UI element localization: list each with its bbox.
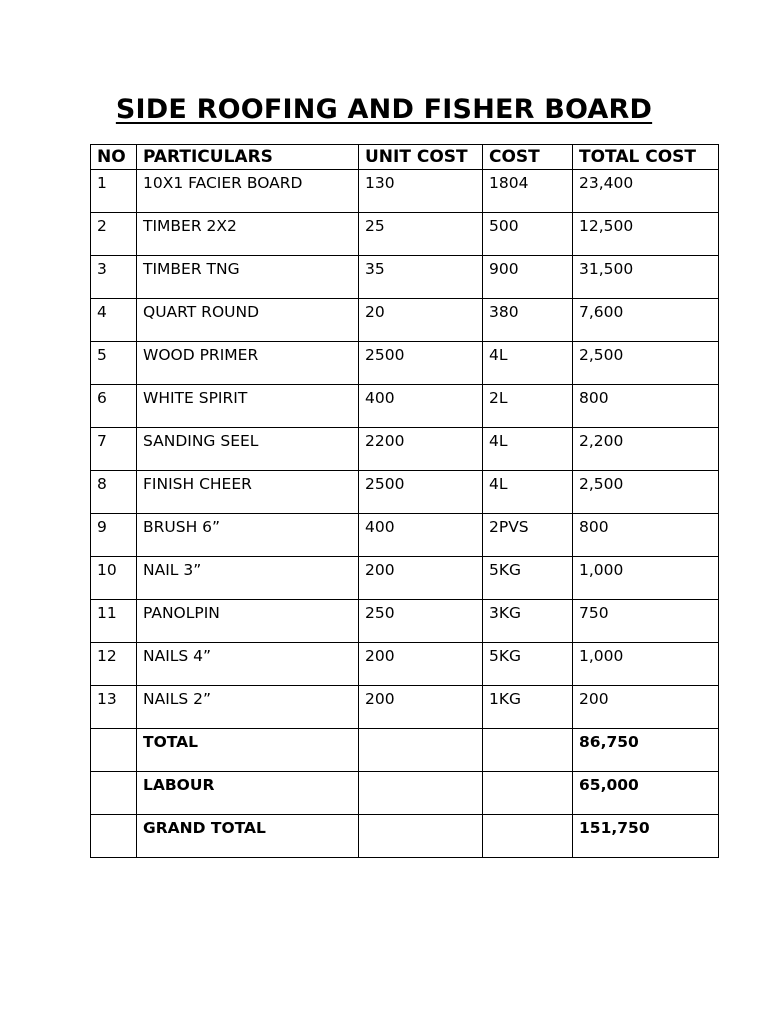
- row-total-cost: 800: [573, 514, 719, 557]
- row-no: 10: [91, 557, 137, 600]
- header-no: NO: [91, 145, 137, 170]
- row-cost: [483, 815, 573, 858]
- header-cost: COST: [483, 145, 573, 170]
- row-particulars: TIMBER TNG: [137, 256, 359, 299]
- row-total-cost: 23,400: [573, 170, 719, 213]
- row-total-cost: 2,500: [573, 342, 719, 385]
- table-row: [91, 514, 719, 557]
- row-unit-cost: [359, 729, 483, 772]
- row-unit-cost: 200: [359, 557, 483, 600]
- row-particulars: PANOLPIN: [137, 600, 359, 643]
- table-body: [91, 170, 719, 858]
- table-header-row: [91, 145, 719, 170]
- row-particulars: NAIL 3”: [137, 557, 359, 600]
- row-total-cost: 7,600: [573, 299, 719, 342]
- summary-row-total: [91, 729, 719, 772]
- table-row: [91, 256, 719, 299]
- row-total-cost: 750: [573, 600, 719, 643]
- row-cost: 5KG: [483, 643, 573, 686]
- table-row: [91, 471, 719, 514]
- table-row: [91, 299, 719, 342]
- table-row: [91, 600, 719, 643]
- row-cost: [483, 772, 573, 815]
- page-title: SIDE ROOFING AND FISHER BOARD: [115, 94, 653, 125]
- table-row: [91, 342, 719, 385]
- row-no: 2: [91, 213, 137, 256]
- row-unit-cost: 400: [359, 514, 483, 557]
- row-no: [91, 729, 137, 772]
- row-no: 12: [91, 643, 137, 686]
- row-no: [91, 815, 137, 858]
- row-no: [91, 772, 137, 815]
- header-particulars: PARTICULARS: [137, 145, 359, 170]
- summary-row-labour: [91, 772, 719, 815]
- row-no: 3: [91, 256, 137, 299]
- row-unit-cost: 2500: [359, 342, 483, 385]
- row-unit-cost: 25: [359, 213, 483, 256]
- row-total-cost: 86,750: [573, 729, 719, 772]
- row-unit-cost: 200: [359, 686, 483, 729]
- row-particulars: NAILS 2”: [137, 686, 359, 729]
- row-unit-cost: [359, 772, 483, 815]
- row-unit-cost: 250: [359, 600, 483, 643]
- row-no: 1: [91, 170, 137, 213]
- row-total-cost: 2,500: [573, 471, 719, 514]
- row-cost: 4L: [483, 471, 573, 514]
- row-cost: 2PVS: [483, 514, 573, 557]
- row-particulars: SANDING SEEL: [137, 428, 359, 471]
- row-cost: 4L: [483, 428, 573, 471]
- summary-row-grand-total: [91, 815, 719, 858]
- row-particulars: NAILS 4”: [137, 643, 359, 686]
- row-total-cost: 12,500: [573, 213, 719, 256]
- table-row: [91, 213, 719, 256]
- row-particulars: WHITE SPIRIT: [137, 385, 359, 428]
- row-no: 11: [91, 600, 137, 643]
- row-unit-cost: 2200: [359, 428, 483, 471]
- row-cost: 380: [483, 299, 573, 342]
- row-unit-cost: 200: [359, 643, 483, 686]
- row-particulars: FINISH CHEER: [137, 471, 359, 514]
- header-total-cost: TOTAL COST: [573, 145, 719, 170]
- row-total-cost: 31,500: [573, 256, 719, 299]
- row-total-cost: 1,000: [573, 643, 719, 686]
- row-cost: 500: [483, 213, 573, 256]
- row-total-cost: 200: [573, 686, 719, 729]
- row-total-cost: 151,750: [573, 815, 719, 858]
- row-unit-cost: 130: [359, 170, 483, 213]
- table-row: [91, 686, 719, 729]
- row-cost: 4L: [483, 342, 573, 385]
- header-unit-cost: UNIT COST: [359, 145, 483, 170]
- row-particulars: GRAND TOTAL: [137, 815, 359, 858]
- row-unit-cost: [359, 815, 483, 858]
- row-cost: 1KG: [483, 686, 573, 729]
- row-no: 4: [91, 299, 137, 342]
- row-cost: 1804: [483, 170, 573, 213]
- table-row: [91, 428, 719, 471]
- row-unit-cost: 400: [359, 385, 483, 428]
- row-unit-cost: 35: [359, 256, 483, 299]
- table-row: [91, 557, 719, 600]
- row-cost: 5KG: [483, 557, 573, 600]
- row-total-cost: 1,000: [573, 557, 719, 600]
- row-total-cost: 65,000: [573, 772, 719, 815]
- row-cost: 900: [483, 256, 573, 299]
- row-particulars: WOOD PRIMER: [137, 342, 359, 385]
- row-particulars: TIMBER 2X2: [137, 213, 359, 256]
- table-row: [91, 385, 719, 428]
- row-no: 5: [91, 342, 137, 385]
- row-particulars: 10X1 FACIER BOARD: [137, 170, 359, 213]
- row-total-cost: 800: [573, 385, 719, 428]
- row-particulars: TOTAL: [137, 729, 359, 772]
- row-no: 13: [91, 686, 137, 729]
- row-particulars: LABOUR: [137, 772, 359, 815]
- row-particulars: BRUSH 6”: [137, 514, 359, 557]
- cost-table: [90, 144, 719, 858]
- row-total-cost: 2,200: [573, 428, 719, 471]
- row-no: 9: [91, 514, 137, 557]
- row-no: 8: [91, 471, 137, 514]
- row-cost: 3KG: [483, 600, 573, 643]
- row-unit-cost: 20: [359, 299, 483, 342]
- row-cost: [483, 729, 573, 772]
- table-row: [91, 643, 719, 686]
- row-no: 6: [91, 385, 137, 428]
- table-row: [91, 170, 719, 213]
- row-cost: 2L: [483, 385, 573, 428]
- row-no: 7: [91, 428, 137, 471]
- row-unit-cost: 2500: [359, 471, 483, 514]
- row-particulars: QUART ROUND: [137, 299, 359, 342]
